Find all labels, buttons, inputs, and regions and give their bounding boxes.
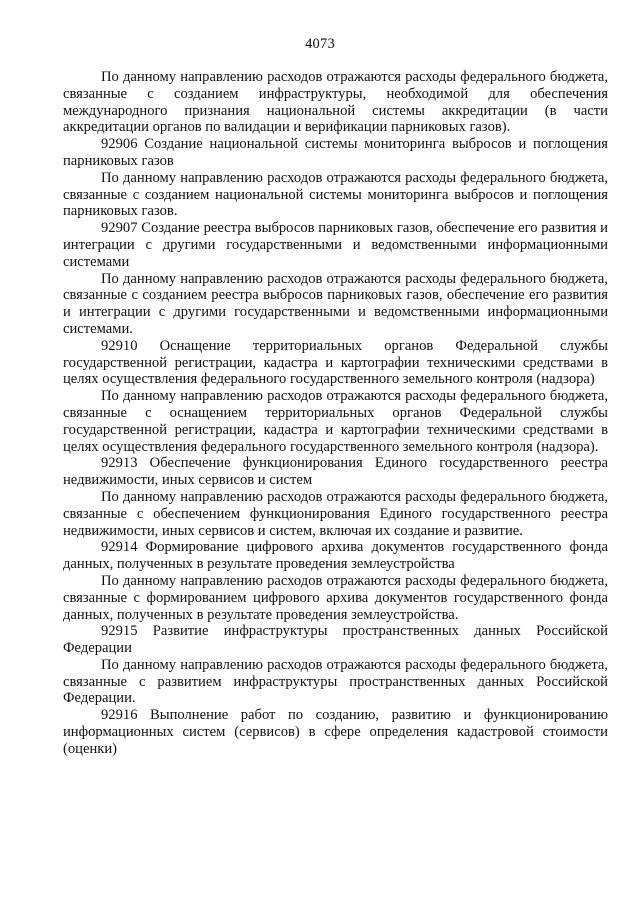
paragraph-code-92913: 92913 Обеспечение функционирования Единого государственного реестра недвижимости, иных сервисов и систем — [63, 455, 608, 489]
paragraph-code-92915: 92915 Развитие инфраструктуры пространственных данных Российской Федерации — [63, 623, 608, 657]
paragraph-code-92906: 92906 Создание национальной системы мониторинга выбросов и поглощения парниковых газов — [63, 136, 608, 169]
paragraph-expense-description: По данному направлению расходов отражаются расходы федерального бюджета, связанные с обеспечением функционирования Единого государственного реестра недвижимости, иных сервисов и систем, включая их создание и развитие. — [63, 488, 608, 539]
paragraph-expense-description: По данному направлению расходов отражаются расходы федерального бюджета, связанные с развитием инфраструктуры пространственных данных Российской Федерации. — [63, 656, 608, 707]
paragraph-expense-description: По данному направлению расходов отражаются расходы федерального бюджета, связанные с оснащением территориальных органов Федеральной службы государственной регистрации, кадастра и картографии техническими средствами в целях осуществления федерального государственного земельного контроля (надзора). — [63, 388, 608, 455]
paragraph-code-92910: 92910 Оснащение территориальных органов Федеральной службы государственной регистрации, кадастра и картографии техническими средствами в целях осуществления федерального государственного земельного контроля (надзора) — [63, 337, 608, 388]
paragraph-expense-description: По данному направлению расходов отражаются расходы федерального бюджета, связанные с созданием реестра выбросов парниковых газов, обеспечение его развития и интеграции с другими государственными и ведомственными информационными системами. — [63, 270, 608, 337]
paragraph-expense-description: По данному направлению расходов отражаются расходы федерального бюджета, связанные с формированием цифрового архива документов государственного фонда данных, полученных в результате проведения землеустройства. — [63, 572, 608, 623]
paragraph-expense-description: По данному направлению расходов отражаются расходы федерального бюджета, связанные с созданием инфраструктуры, необходимой для обеспечения международного признания национальной системы аккредитации (в части аккредитации органов по валидации и верификации парниковых газов). — [63, 69, 608, 136]
paragraph-code-92907: 92907 Создание реестра выбросов парниковых газов, обеспечение его развития и интеграции с другими государственными и ведомственными информационными системами — [63, 220, 608, 270]
document-body — [63, 69, 608, 758]
paragraph-code-92916: 92916 Выполнение работ по созданию, развитию и функционированию информационных систем (сервисов) в сфере определения кадастровой стоимости (оценки) — [63, 707, 608, 757]
page-number: 4073 — [305, 36, 335, 52]
paragraph-expense-description: По данному направлению расходов отражаются расходы федерального бюджета, связанные с созданием национальной системы мониторинга выбросов и поглощения парниковых газов. — [63, 169, 608, 220]
paragraph-code-92914: 92914 Формирование цифрового архива документов государственного фонда данных, полученных в результате проведения землеустройства — [63, 539, 608, 573]
